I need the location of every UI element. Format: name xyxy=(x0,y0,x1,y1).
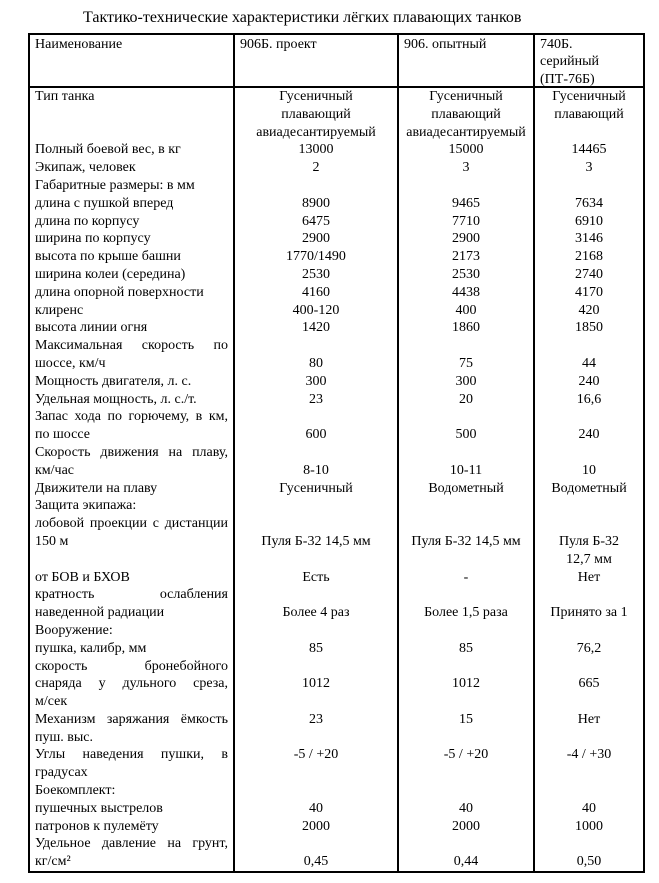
row-label: Углы наведения пушки, в xyxy=(35,747,228,763)
value-cell: 0,45 xyxy=(233,853,397,871)
table-row xyxy=(30,195,643,213)
value-cell xyxy=(397,177,533,195)
value-cell: 665 xyxy=(533,675,643,693)
row-label: кратность ослабления xyxy=(35,587,228,603)
table-row xyxy=(30,640,643,658)
table-row xyxy=(30,622,643,640)
row-label: кг/см² xyxy=(35,854,71,870)
header-906-opytnyi: 906. опытный xyxy=(397,35,533,86)
value-cell: 1012 xyxy=(233,675,397,693)
row-label: клиренс xyxy=(35,302,84,318)
value-cell xyxy=(533,408,643,426)
row-label xyxy=(30,551,233,569)
value-cell: 1860 xyxy=(397,319,533,337)
value-cell xyxy=(233,551,397,569)
value-cell xyxy=(233,622,397,640)
table-row xyxy=(30,800,643,818)
value-cell xyxy=(533,835,643,853)
value-cell: плавающий xyxy=(397,106,533,124)
table-row xyxy=(30,106,643,124)
value-cell: 15000 xyxy=(397,141,533,159)
value-cell: 23 xyxy=(233,391,397,409)
value-cell: 7710 xyxy=(397,213,533,231)
value-cell: 15 xyxy=(397,711,533,729)
value-cell: 8-10 xyxy=(233,462,397,480)
row-label: снаряда у дульного среза, xyxy=(35,676,228,692)
value-cell xyxy=(233,408,397,426)
value-cell xyxy=(533,515,643,533)
value-cell xyxy=(233,497,397,515)
header-740b-seriynyi xyxy=(533,35,643,86)
row-label: Тип танка xyxy=(35,89,95,104)
table-row xyxy=(30,373,643,391)
table-row xyxy=(30,533,643,551)
row-label: Габаритные размеры: в мм xyxy=(35,177,195,193)
value-cell xyxy=(533,622,643,640)
value-cell: 7634 xyxy=(533,195,643,213)
value-cell: 6475 xyxy=(233,213,397,231)
value-cell: Более 1,5 раза xyxy=(397,604,533,622)
table-row xyxy=(30,693,643,711)
value-cell: 500 xyxy=(397,426,533,444)
value-cell xyxy=(533,782,643,800)
value-cell: 2900 xyxy=(233,230,397,248)
value-cell: Более 4 раз xyxy=(233,604,397,622)
table-row xyxy=(30,141,643,159)
value-cell: Гусеничный xyxy=(397,88,533,106)
value-cell: 3 xyxy=(397,159,533,177)
value-cell: 20 xyxy=(397,391,533,409)
value-cell: 2530 xyxy=(397,266,533,284)
table-row xyxy=(30,569,643,587)
table-row xyxy=(30,302,643,320)
table-row xyxy=(30,835,643,853)
value-cell: - xyxy=(397,569,533,587)
row-label: лобовой проекции с дистанции xyxy=(35,516,228,532)
value-cell xyxy=(233,835,397,853)
table-row xyxy=(30,426,643,444)
value-cell: авиадесантируемый xyxy=(233,124,397,142)
value-cell xyxy=(397,764,533,782)
value-cell xyxy=(533,764,643,782)
table-row xyxy=(30,729,643,747)
value-cell: Пуля Б-32 xyxy=(533,533,643,551)
value-cell: 240 xyxy=(533,426,643,444)
value-cell xyxy=(533,124,643,142)
value-cell: Пуля Б-32 14,5 мм xyxy=(397,533,533,551)
value-cell: 300 xyxy=(233,373,397,391)
table-row xyxy=(30,586,643,604)
value-cell: 23 xyxy=(233,711,397,729)
value-cell: 16,6 xyxy=(533,391,643,409)
value-cell xyxy=(233,782,397,800)
value-cell: плавающий xyxy=(233,106,397,124)
row-label: скорость бронебойного xyxy=(35,658,228,674)
table-row xyxy=(30,248,643,266)
table-row xyxy=(30,515,643,533)
value-cell: 1000 xyxy=(533,818,643,836)
row-label: градусах xyxy=(35,765,88,781)
header-naimenovanie: Наименование xyxy=(35,37,123,52)
table-row xyxy=(30,853,643,871)
value-cell: плавающий xyxy=(533,106,643,124)
row-label: ширина по корпусу xyxy=(35,231,151,247)
row-label: Вооружение: xyxy=(35,622,113,638)
row-label: длина по корпусу xyxy=(35,213,140,229)
value-cell: 85 xyxy=(397,640,533,658)
row-label: Боекомплект: xyxy=(35,783,116,799)
value-cell: Пуля Б-32 14,5 мм xyxy=(233,533,397,551)
value-cell xyxy=(233,693,397,711)
table-row xyxy=(30,159,643,177)
row-label: Запас хода по горючему, в км, xyxy=(35,409,228,425)
row-label: Удельная мощность, л. с./т. xyxy=(35,391,197,407)
value-cell: 1012 xyxy=(397,675,533,693)
table-row xyxy=(30,675,643,693)
value-cell: 1420 xyxy=(233,319,397,337)
table-header-row xyxy=(30,35,643,88)
value-cell: 13000 xyxy=(233,141,397,159)
row-label: 150 м xyxy=(35,533,69,549)
value-cell: 10 xyxy=(533,462,643,480)
row-label: шоссе, км/ч xyxy=(35,355,106,371)
value-cell: 2168 xyxy=(533,248,643,266)
value-cell: 9465 xyxy=(397,195,533,213)
value-cell: -4 / +30 xyxy=(533,746,643,764)
row-label: пуш. выс. xyxy=(35,729,94,745)
value-cell: Нет xyxy=(533,569,643,587)
value-cell: Гусеничный xyxy=(233,480,397,498)
row-label: Движители на плаву xyxy=(35,480,158,496)
value-cell: Принято за 1 xyxy=(533,604,643,622)
value-cell xyxy=(233,337,397,355)
value-cell: 1770/1490 xyxy=(233,248,397,266)
row-label: по шоссе xyxy=(35,427,90,443)
table-row xyxy=(30,746,643,764)
value-cell: 8900 xyxy=(233,195,397,213)
value-cell: 10-11 xyxy=(397,462,533,480)
value-cell: 4438 xyxy=(397,284,533,302)
value-cell xyxy=(533,497,643,515)
value-cell: 2740 xyxy=(533,266,643,284)
row-label: Максимальная скорость по xyxy=(35,338,228,354)
row-label: длина опорной поверхности xyxy=(35,284,204,300)
value-cell: 400-120 xyxy=(233,302,397,320)
value-cell xyxy=(397,658,533,676)
value-cell: 2173 xyxy=(397,248,533,266)
value-cell xyxy=(397,622,533,640)
value-cell xyxy=(397,782,533,800)
value-cell xyxy=(397,586,533,604)
table-row xyxy=(30,764,643,782)
header-906b-proekt: 906Б. проект xyxy=(233,35,397,86)
value-cell xyxy=(533,337,643,355)
value-cell xyxy=(533,444,643,462)
table-row xyxy=(30,337,643,355)
value-cell xyxy=(533,177,643,195)
row-label xyxy=(30,124,233,142)
table-row xyxy=(30,284,643,302)
table-row xyxy=(30,319,643,337)
row-label: патронов к пулемёту xyxy=(35,818,159,834)
table-row xyxy=(30,551,643,569)
row-label: высота линии огня xyxy=(35,320,148,336)
value-cell: 300 xyxy=(397,373,533,391)
value-cell: 400 xyxy=(397,302,533,320)
row-label: Полный боевой вес, в кг xyxy=(35,142,181,158)
value-cell: 2900 xyxy=(397,230,533,248)
value-cell xyxy=(533,693,643,711)
value-cell xyxy=(233,177,397,195)
value-cell: 1850 xyxy=(533,319,643,337)
value-cell xyxy=(233,586,397,604)
value-cell xyxy=(233,729,397,747)
row-label: Защита экипажа: xyxy=(35,498,137,514)
row-label: Удельное давление на грунт, xyxy=(35,836,228,852)
row-label: ширина колеи (середина) xyxy=(35,266,186,282)
value-cell: 2000 xyxy=(397,818,533,836)
header-740b-line1: 740Б. xyxy=(540,37,573,52)
value-cell: 3146 xyxy=(533,230,643,248)
value-cell: 40 xyxy=(397,800,533,818)
value-cell: 0,50 xyxy=(533,853,643,871)
table-row xyxy=(30,480,643,498)
table-row xyxy=(30,408,643,426)
row-label xyxy=(30,106,233,124)
value-cell: 240 xyxy=(533,373,643,391)
row-label: Мощность двигателя, л. с. xyxy=(35,373,192,389)
value-cell: 85 xyxy=(233,640,397,658)
value-cell xyxy=(533,729,643,747)
value-cell xyxy=(233,515,397,533)
row-label: м/сек xyxy=(35,694,68,710)
header-740b-line2: серийный xyxy=(540,54,599,70)
value-cell: 76,2 xyxy=(533,640,643,658)
row-label: км/час xyxy=(35,462,75,478)
table-body xyxy=(30,88,643,871)
table-row xyxy=(30,711,643,729)
value-cell: Водометный xyxy=(533,480,643,498)
value-cell: Есть xyxy=(233,569,397,587)
table-row xyxy=(30,124,643,142)
value-cell: 2530 xyxy=(233,266,397,284)
value-cell: 14465 xyxy=(533,141,643,159)
value-cell: 75 xyxy=(397,355,533,373)
row-label: пушка, калибр, мм xyxy=(35,640,147,656)
value-cell: 12,7 мм xyxy=(533,551,643,569)
value-cell xyxy=(397,444,533,462)
value-cell: 3 xyxy=(533,159,643,177)
value-cell xyxy=(397,729,533,747)
value-cell: Гусеничный xyxy=(533,88,643,106)
table-row xyxy=(30,818,643,836)
row-label: от БОВ и БХОВ xyxy=(35,569,130,585)
row-label: Механизм заряжания ёмкость xyxy=(35,711,228,727)
value-cell: Гусеничный xyxy=(233,88,397,106)
specs-table xyxy=(28,33,645,873)
table-row xyxy=(30,604,643,622)
row-label: Экипаж, человек xyxy=(35,160,136,176)
value-cell: 420 xyxy=(533,302,643,320)
row-label: длина с пушкой вперед xyxy=(35,195,174,211)
row-label: высота по крыше башни xyxy=(35,249,181,265)
value-cell xyxy=(397,337,533,355)
value-cell xyxy=(233,658,397,676)
value-cell xyxy=(397,693,533,711)
value-cell: Водометный xyxy=(397,480,533,498)
value-cell: 4160 xyxy=(233,284,397,302)
value-cell: 4170 xyxy=(533,284,643,302)
table-row xyxy=(30,213,643,231)
value-cell xyxy=(397,835,533,853)
value-cell xyxy=(397,515,533,533)
row-label: наведенной радиации xyxy=(35,605,165,621)
value-cell: -5 / +20 xyxy=(233,746,397,764)
row-label: Скорость движения на плаву, xyxy=(35,444,228,460)
page-title: Тактико-технические характеристики лёгких плавающих танков xyxy=(83,9,522,26)
table-row xyxy=(30,391,643,409)
value-cell: 2000 xyxy=(233,818,397,836)
value-cell xyxy=(397,551,533,569)
value-cell xyxy=(397,497,533,515)
value-cell: 44 xyxy=(533,355,643,373)
table-row xyxy=(30,782,643,800)
value-cell: 40 xyxy=(233,800,397,818)
header-740b-line3: (ПТ-76Б) xyxy=(540,71,595,86)
table-row xyxy=(30,177,643,195)
value-cell: Нет xyxy=(533,711,643,729)
value-cell: 80 xyxy=(233,355,397,373)
value-cell: 40 xyxy=(533,800,643,818)
value-cell: 600 xyxy=(233,426,397,444)
value-cell xyxy=(533,586,643,604)
value-cell: 0,44 xyxy=(397,853,533,871)
value-cell xyxy=(397,408,533,426)
value-cell: 2 xyxy=(233,159,397,177)
value-cell: 6910 xyxy=(533,213,643,231)
table-row xyxy=(30,497,643,515)
value-cell xyxy=(233,764,397,782)
table-row xyxy=(30,462,643,480)
table-row xyxy=(30,444,643,462)
table-row xyxy=(30,230,643,248)
value-cell: авиадесантируемый xyxy=(397,124,533,142)
value-cell: -5 / +20 xyxy=(397,746,533,764)
table-row xyxy=(30,658,643,676)
row-label: пушечных выстрелов xyxy=(35,800,163,816)
value-cell xyxy=(233,444,397,462)
table-row xyxy=(30,88,643,106)
table-row xyxy=(30,355,643,373)
value-cell xyxy=(533,658,643,676)
table-row xyxy=(30,266,643,284)
